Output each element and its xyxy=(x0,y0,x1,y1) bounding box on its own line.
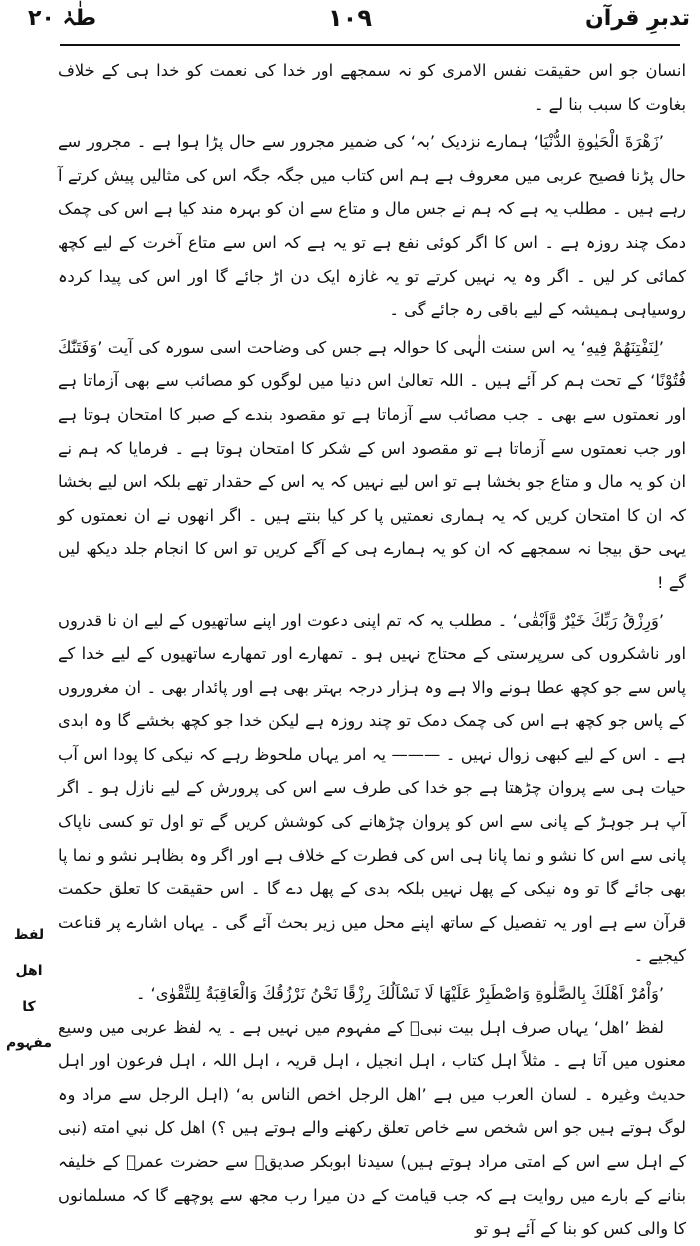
paragraph-6: لفظ ’اهل‘ یہاں صرف اہل بیت نبیؐ کے مفہوم میں نہیں ہے ۔ یہ لفظ عربی میں وسیع معنوں میں آتا ہے ۔ مثلاً اہل کتاب ، اہل انجیل ، اہل قریہ ، اہل اللہ ، اہل فرعون اور اہل حدیث وغیرہ ۔ لسان العرب میں ہے ’اهل الرجل اخص الناس به‘ (اہل الرجل سے مراد وہ لوگ ہوتے ہیں جو اس شخص سے خاص تعلق رکھنے والے ہوتے ہیں ؟) اهل كل نبي امته (نبی کے اہل سے اس کے امتی مراد ہوتے ہیں) سیدنا ابوبکر صدیقؓ سے حضرت عمرؓ کے خلیفہ بنانے کے بارے میں روایت ہے کہ جب قیامت کے دن میرا رب مجھ سے پوچھے گا کہ مسلمانوں کا والی کس کو بنا کے آئے ہو تو xyxy=(58,1017,686,1239)
page-header xyxy=(0,0,700,44)
margin-note xyxy=(2,917,56,1061)
paragraph-2: ’زَهْرَةَ الْحَيٰوةِ الدُّنْيَا‘ ہمارے نزدیک ’بہ‘ کی ضمیر مجرور سے حال پڑا ہوا ہے ۔ مجرور سے حال پڑنا فصیح عربی میں معروف ہے ہم اس کتاب میں جگہ جگہ اس کی مثالیں پیش کرتے آ رہے ہیں ۔ مطلب یہ ہے کہ ہم نے جس مال و متاع سے ان کو بہرہ مند کیا ہے اس کی چمک دمک چند روزہ ہے ۔ اس کا اگر کوئی نفع ہے تو یہ ہے کہ اس سے متاع آخرت کے لیے کچھ کمائی کر لیں ۔ اگر وہ یہ نہیں کرتے تو یہ غازہ ایک دن اڑ جائے گا اور اس کی پیدا کردہ روسیاہی ہمیشہ کے لیے باقی رہ جائے گی ۔ xyxy=(58,132,686,320)
paragraph-5: ’وَاْمُرْ اَهْلَكَ بِالصَّلٰوةِ وَاصْطَبِرْ عَلَيْهَا لَا نَسْاَلُكَ رِزْقًا نَحْنُ نَرْزُقُكَ وَالْعَاقِبَةُ لِلتَّقْوٰى‘ ۔ xyxy=(135,984,664,1004)
paragraph-1: انسان جو اس حقیقت نفس الامری کو نہ سمجھے اور خدا کی نعمت کو خدا ہی کے خلاف بغاوت کا سبب بنا لے ۔ xyxy=(58,61,686,114)
header-rule xyxy=(60,44,680,46)
surah-label: طٰہٰ ۲۰ xyxy=(28,6,97,31)
margin-note-line-1: لفظ اهل xyxy=(13,927,45,979)
margin-note-line-2: کا مفہوم xyxy=(6,999,52,1051)
page-number: ۱۰۹ xyxy=(328,4,372,32)
paragraph-4: ’وَرِزْقُ رَبِّكَ خَيْرٌ وَّاَبْقٰى‘ ۔ مطلب یہ کہ تم اپنی دعوت اور اپنے ساتھیوں کے لیے ان نا قدروں اور ناشکروں کی سرپرستی کے محتاج نہیں ہو ۔ تمھارے اور تمھارے ساتھیوں کے لیے خدا کے پاس سے جو کچھ عطا ہونے والا ہے وہ ہزار درجہ بہتر بھی ہے اور پائدار بھی ۔ ان مغروروں کے پاس جو کچھ ہے اس کی چمک دمک تو چند روزہ ہے لیکن خدا جو کچھ بخشے گا وہ ابدی ہے ۔ اس کے لیے کبھی زوال نہیں ۔ ——— یہ امر یہاں ملحوظ رہے کہ نیکی کا پودا اس آب حیات ہی سے پروان چڑھتا ہے جو خدا کی طرف سے اس کی پرورش کے لیے نازل ہو ۔ اگر آپ ہر جوہڑ کے پانی سے اس کو پروان چڑھانے کی کوشش کریں گے تو اول تو کسی ناپاک پانی سے اس کا نشو و نما پانا ہی اس کی فطرت کے خلاف ہے اور اگر وہ بظاہر نشو و نما پا بھی جائے گا تو وہ نیکی کے پھل نہیں بلکہ بدی کے پھل دے گا ۔ اس حقیقت کا تعلق حکمت قرآن سے ہے اور یہ تفصیل کے ساتھ اپنے محل میں زیر بحث آئے گی ۔ یہاں اشارے پر قناعت کیجیے ۔ xyxy=(58,610,686,966)
page-body xyxy=(58,54,686,1246)
paragraph-3: ’لِنَفْتِنَهُمْ فِيهِ‘ یہ اس سنت الٰہی کا حوالہ ہے جس کی وضاحت اسی سورہ کی آیت ’وَفَتَنّٰكَ فُتُوْنًا‘ کے تحت ہم کر آئے ہیں ۔ اللہ تعالیٰ اس دنیا میں لوگوں کو مصائب سے بھی آزماتا ہے اور نعمتوں سے بھی ۔ جب مصائب سے آزماتا ہے تو مقصود بندے کے صبر کا امتحان ہوتا ہے اور جب نعمتوں سے آزماتا ہے تو مقصود اس کے شکر کا امتحان ہوتا ہے ۔ فرمایا کہ ہم نے ان کو یہ مال و متاع جو بخشا ہے تو اس لیے نہیں کہ یہ اس کے حقدار تھے بلکہ اس لیے بخشا کہ ان کا امتحان کریں کہ یہ ہماری نعمتیں پا کر کیا بنتے ہیں ۔ اگر انھوں نے ان نعمتوں کو یہی حق بیجا نہ سمجھے کہ ان کو یہ ہمارے ہی کے آگے کریں تو اس کا انجام جلد دیکھ لیں گے ! xyxy=(58,337,686,592)
book-title: تدبرِ قرآن xyxy=(585,6,690,31)
